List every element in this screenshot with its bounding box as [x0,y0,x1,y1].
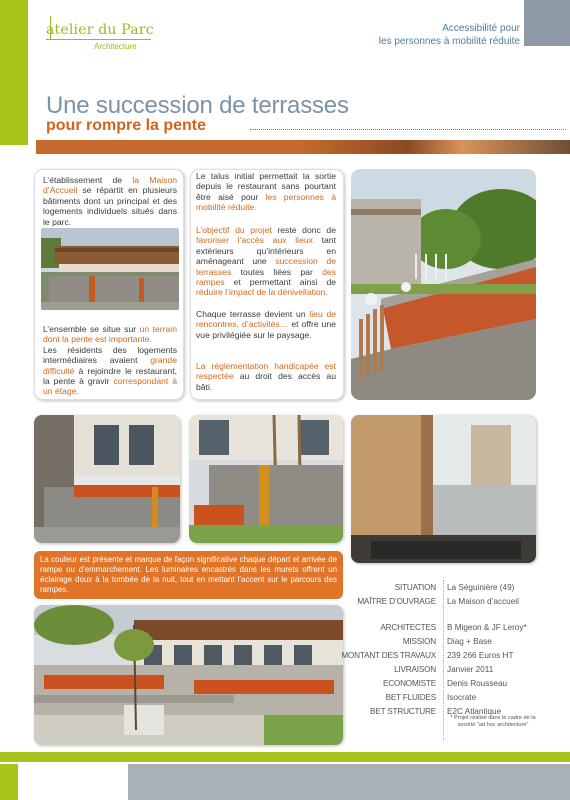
facade-photo [34,415,180,543]
topic-heading [330,22,520,48]
info-row [348,623,543,635]
info-row [348,665,543,677]
info-value: Isocrate [447,693,477,702]
info-label: ECONOMISTE [382,679,436,688]
topic-line-2: les personnes à mobilité réduite [378,36,520,47]
footer-lime-bar [0,752,570,762]
info-label: SITUATION [394,583,436,592]
info-value: Denis Rousseau [447,679,508,688]
title-dotted-rule [250,129,566,130]
footnote: * Projet réalisé dans le cadre de la société "ad hoc architecture" [450,715,536,728]
intro-paragraph: L’établissement de la Maison d’Accueil se répartit en plusieurs bâtiments dont un principal et des logements individuels situés dans le parc. [43,175,178,227]
logo-name: atelier du Parc [46,22,154,38]
regulation-paragraph: La réglementation handicapée est respectée au droit des accès au bâti. [196,361,336,392]
accent-block-right [524,0,570,46]
ramp-photo-main [351,169,536,400]
info-value: B Migeon & JF Leroy* [447,623,527,632]
terrain-paragraph: L’ensemble se situe sur un terrain dont la pente est importante. Les résidents des logements intermédiaires avaient grande difficulté à rejoindre le restaurant, la pente à gravir correspondant à un étage. [43,324,178,397]
info-label: MONTANT DES TRAVAUX [341,651,436,660]
info-value: Diag + Base [447,637,492,646]
logo-underline [46,39,151,40]
building-photo [41,228,179,310]
info-value: E2C Atlantique [447,707,502,716]
info-label: ARCHITECTES [380,623,436,632]
info-row [348,597,543,609]
page-title: Une succession de terrasses [46,92,349,119]
info-row [348,693,543,705]
info-value: La Séguinière (49) [447,583,515,592]
info-row [348,583,543,595]
info-label: BET STRUCTURE [370,707,436,716]
terraces-overview-photo [34,605,343,745]
info-label: MAÎTRE D’OUVRAGE [357,597,436,606]
info-value: La Maison d’accueil [447,597,519,606]
footer-gray-bar [128,764,570,800]
ramp-wall-photo [189,415,343,543]
accent-bar-left [0,0,28,145]
info-row [341,651,543,663]
slope-paragraph: Le talus initial permettait la sortie depuis le restaurant sans pourtant être aisé pour les personnes à mobilité réduite. [196,171,336,213]
info-label: MISSION [402,637,436,646]
terrace-paragraph: Chaque terrasse devient un lieu de rencontres, d’activités… et offre une vue privilégiée sur le paysage. [196,309,337,340]
page-subtitle: pour rompre la pente [46,117,207,134]
logo [46,22,166,58]
info-value: 239 266 Euros HT [447,651,514,660]
objective-column [190,169,344,400]
footer-white-block [18,764,128,800]
info-row [348,637,543,649]
info-row [348,679,543,691]
objective-paragraph: L’objectif du projet reste donc de favoriser l’accès aux lieux tant extérieurs qu’intérieurs en aménageant une succession de terrasses toutes liées par des rampes et permettant ainsi de réduire l’impact de la dénivellation. [196,225,336,298]
info-value: Janvier 2011 [447,665,494,674]
color-caption: La couleur est présente et marque de façon significative chaque départ et arrivée de rampe ou d’emmarchement. Les luminaires encastrés dans les murets offrent un éclairage doux à la tombée de la nuit, tout en mettant l’accent sur le parcours des rampes. [34,551,343,599]
topic-line-1: Accessibilité pour [442,23,520,34]
intro-card [34,169,184,400]
entrance-door-photo [351,415,536,563]
info-label: BET FLUIDES [385,693,436,702]
info-label: LIVRAISON [394,665,436,674]
logo-subtitle: Architecture [94,42,137,51]
footer-lime-corner [0,764,18,800]
banner-photo-strip [300,140,570,154]
